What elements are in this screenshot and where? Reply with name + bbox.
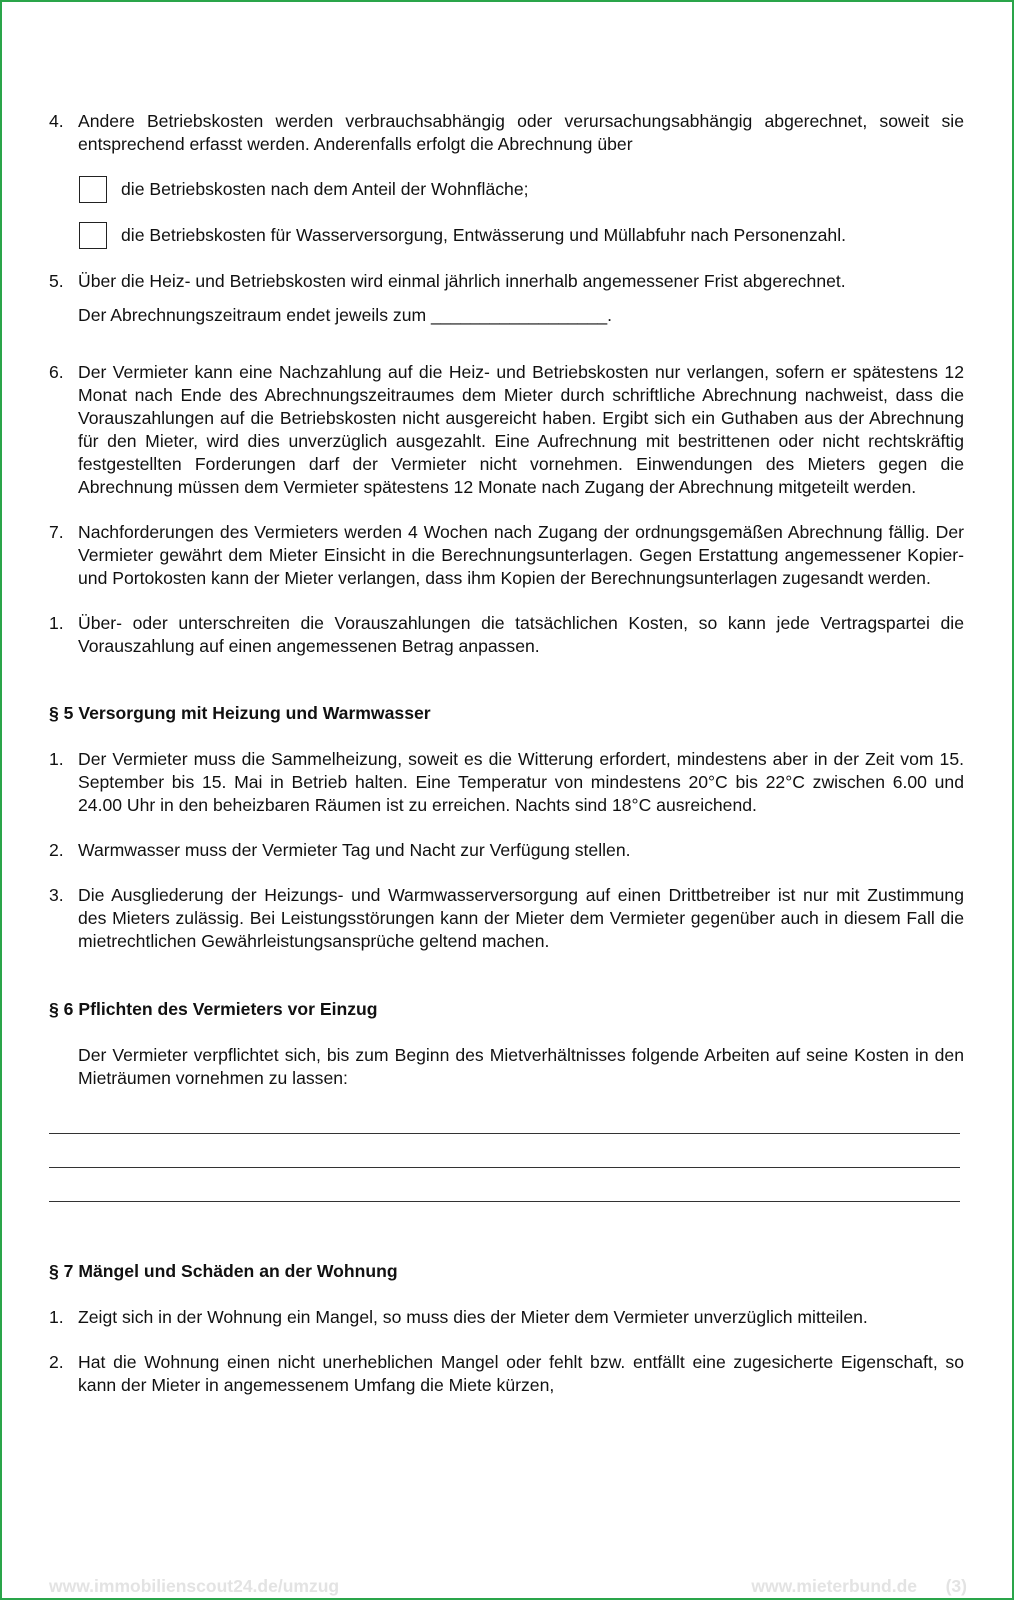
section-6-heading: § 6 Pflichten des Vermieters vor Einzug bbox=[49, 999, 378, 1019]
checkbox-personenzahl[interactable] bbox=[79, 222, 107, 249]
item-number: 1. bbox=[49, 1307, 64, 1327]
list-item-5 bbox=[49, 270, 964, 293]
footer-link-immobilienscout[interactable]: www.immobilienscout24.de/umzug bbox=[49, 1576, 340, 1596]
footer-link-mieterbund[interactable]: www.mieterbund.de bbox=[751, 1576, 917, 1596]
list-item-1 bbox=[49, 612, 964, 658]
item-text: Über- oder unterschreiten die Vorauszahlungen die tatsächlichen Kosten, so kann jede Vertragspartei die Vorauszahlung auf einen angemessenen Betrag anpassen. bbox=[78, 613, 964, 656]
abrechnungszeitraum-line bbox=[49, 304, 964, 327]
document-page bbox=[49, 110, 964, 1397]
item-text: Andere Betriebskosten werden verbrauchsabhängig oder verursachungsabhängig abgerechnet, soweit sie entsprechend erfasst werden. Anderenfalls erfolgt die Abrechnung über bbox=[78, 111, 964, 154]
item-text: Nachforderungen des Vermieters werden 4 Wochen nach Zugang der ordnungsgemäßen Abrechnung fällig. Der Vermieter gewährt dem Mieter Einsicht in die Berechnungsunterlagen. Gegen Erstattung angemessener Kopier- und Portokosten kann der Mieter verlangen, dass ihm Kopien der Berechnungsunterlagen zugesandt werden. bbox=[78, 522, 964, 588]
item-number: 1. bbox=[49, 613, 64, 633]
item-number: 7. bbox=[49, 522, 64, 542]
item-text: Über die Heiz- und Betriebskosten wird einmal jährlich innerhalb angemessener Frist abgerechnet. bbox=[78, 271, 846, 291]
s5-item-2 bbox=[49, 839, 964, 862]
option-personenzahl bbox=[49, 224, 964, 247]
page-number: (3) bbox=[945, 1576, 967, 1596]
item-text: Hat die Wohnung einen nicht unerheblichen Mangel oder fehlt bzw. entfällt eine zugesicherte Eigenschaft, so kann der Mieter in angemessenem Umfang die Miete kürzen, bbox=[78, 1352, 964, 1395]
item-number: 4. bbox=[49, 111, 64, 131]
item-number: 1. bbox=[49, 749, 64, 769]
s7-item-2 bbox=[49, 1351, 964, 1397]
item-text: Warmwasser muss der Vermieter Tag und Nacht zur Verfügung stellen. bbox=[78, 840, 631, 860]
item-number: 5. bbox=[49, 271, 64, 291]
list-item-7 bbox=[49, 521, 964, 590]
option-wohnflaeche bbox=[49, 178, 964, 201]
section-5-heading: § 5 Versorgung mit Heizung und Warmwasser bbox=[49, 703, 431, 723]
item-text: Der Vermieter verpflichtet sich, bis zum Beginn des Mietverhältnisses folgende Arbeiten auf seine Kosten in den Mieträumen vornehmen zu lassen: bbox=[78, 1045, 964, 1088]
item-number: 3. bbox=[49, 885, 64, 905]
item-text: Die Ausgliederung der Heizungs- und Warmwasserversorgung auf einen Drittbetreiber ist nur mit Zustimmung des Mieters zulässig. Bei Leistungsstörungen kann der Mieter dem Vermieter gegenüber auch in diesem Fall die mietrechtlichen Gewährleistungsansprüche geltend machen. bbox=[78, 885, 964, 951]
option-label: die Betriebskosten nach dem Anteil der Wohnfläche; bbox=[121, 179, 529, 199]
item-text: Der Vermieter muss die Sammelheizung, soweit es die Witterung erfordert, mindestens aber in der Zeit vom 15. September bis 15. Mai in Betrieb halten. Eine Temperatur von mindestens 20°C bis 22°C zwischen 6.00 und 24.00 Uhr in den beheizbaren Räumen ist zu erreichen. Nachts sind 18°C ausreichend. bbox=[78, 749, 964, 815]
checkbox-wohnflaeche[interactable] bbox=[79, 176, 107, 203]
option-label: die Betriebskosten für Wasserversorgung, Entwässerung und Müllabfuhr nach Personenzahl. bbox=[121, 225, 846, 245]
s5-item-3 bbox=[49, 884, 964, 953]
item-number: 6. bbox=[49, 362, 64, 382]
fill-line[interactable] bbox=[49, 1100, 960, 1134]
item-number: 2. bbox=[49, 840, 64, 860]
item-text: Der Vermieter kann eine Nachzahlung auf die Heiz- und Betriebskosten nur verlangen, sofern er spätestens 12 Monat nach Ende des Abrechnungszeitraumes dem Mieter durch schriftliche Abrechnung nachweist, dass die Vorauszahlungen auf die Betriebskosten nicht ausgereicht haben. Ergibt sich ein Guthaben aus der Abrechnung für den Mieter, wird dies unverzüglich ausgezahlt. Eine Aufrechnung mit bestrittenen oder nicht rechtskräftig festgestellten Forderungen darf der Vermieter nicht vornehmen. Einwendungen des Mieters gegen die Abrechnung müssen dem Vermieter spätestens 12 Monate nach Zugang der Abrechnung mitgeteilt werden. bbox=[78, 362, 964, 497]
fill-line[interactable] bbox=[49, 1168, 960, 1202]
list-item-6 bbox=[49, 361, 964, 499]
arbeiten-fill-lines bbox=[49, 1100, 960, 1202]
fill-line[interactable] bbox=[49, 1134, 960, 1168]
list-item-4 bbox=[49, 110, 964, 156]
s6-text bbox=[49, 1044, 964, 1090]
s7-item-1 bbox=[49, 1306, 964, 1329]
s5-item-1 bbox=[49, 748, 964, 817]
item-text: Zeigt sich in der Wohnung ein Mangel, so muss dies der Mieter dem Vermieter unverzüglich mitteilen. bbox=[78, 1307, 868, 1327]
item-number: 2. bbox=[49, 1352, 64, 1372]
section-7-heading: § 7 Mängel und Schäden an der Wohnung bbox=[49, 1261, 398, 1281]
item-text: Der Abrechnungszeitraum endet jeweils zum __________________. bbox=[78, 305, 613, 325]
